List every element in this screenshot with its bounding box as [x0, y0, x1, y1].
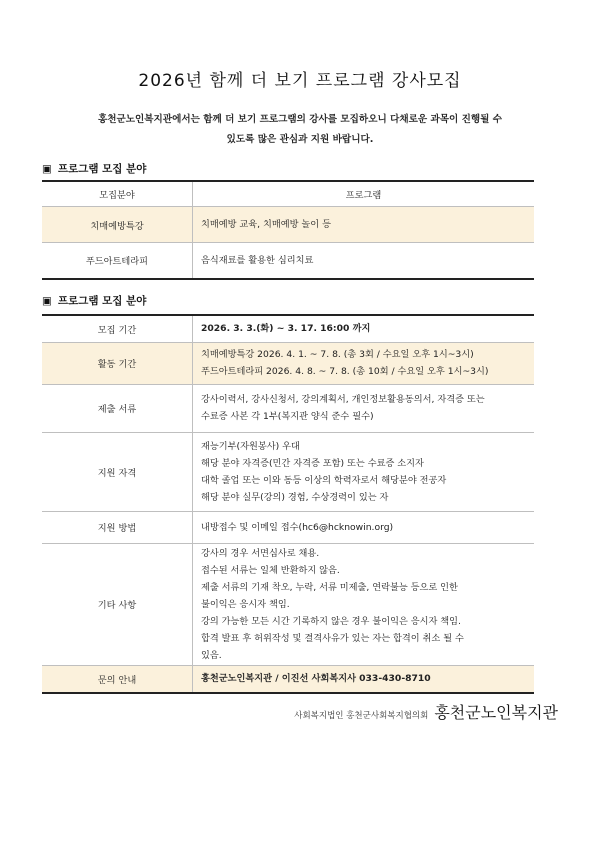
table-row — [42, 207, 534, 243]
section-2-title-text: 프로그램 모집 분야 — [57, 295, 147, 307]
value-etc — [193, 543, 535, 665]
footer-organization — [294, 700, 558, 723]
row-documents — [42, 384, 534, 432]
value-activity — [193, 342, 535, 384]
field-cell: 치매예방특강 — [42, 207, 193, 243]
label-etc: 기타 사항 — [42, 543, 193, 665]
etc-line: 불이익은 응시자 책임. — [201, 598, 290, 610]
value-period: 2026. 3. 3.(화) ~ 3. 17. 16:00 까지 — [193, 315, 535, 342]
value-qualification — [193, 432, 535, 511]
documents-line-1: 강사이력서, 강사신청서, 강의계획서, 개인정보활용동의서, 자격증 또는 — [201, 394, 485, 405]
field-cell: 푸드아트테라피 — [42, 243, 193, 279]
value-documents — [193, 384, 535, 432]
etc-line: 합격 발표 후 허위작성 및 결격사유가 있는 자는 합격이 취소 될 수 — [201, 632, 464, 644]
label-contact: 문의 안내 — [42, 665, 193, 693]
etc-line: 접수된 서류는 일체 반환하지 않음. — [201, 564, 340, 576]
footer-org-parent: 사회복지법인 홍천군사회복지협의회 — [294, 711, 429, 721]
qualification-line: 재능기부(자원봉사) 우대 — [201, 440, 300, 452]
table-header-row — [42, 181, 534, 207]
activity-line-1: 치매예방특강 2026. 4. 1. ~ 7. 8. (총 3회 / 수요일 오후 1시~3시) — [201, 349, 474, 360]
row-period — [42, 315, 534, 342]
row-activity — [42, 342, 534, 384]
value-method: 내방접수 및 이메일 접수(hc6@hcknowin.org) — [193, 511, 535, 543]
footer-org-name: 홍천군노인복지관 — [434, 703, 558, 722]
etc-line: 있음. — [201, 649, 222, 661]
header-program: 프로그램 — [193, 181, 535, 207]
square-marker-icon: ▣ — [42, 163, 52, 175]
label-method: 지원 방법 — [42, 511, 193, 543]
value-contact: 홍천군노인복지관 / 이진선 사회복지사 033-430-8710 — [193, 665, 535, 693]
header-field: 모집분야 — [42, 181, 193, 207]
row-method — [42, 511, 534, 543]
etc-line: 제출 서류의 기재 착오, 누락, 서류 미제출, 연락불능 등으로 인한 — [201, 581, 458, 593]
intro-paragraph — [40, 110, 560, 150]
recruit-field-table — [42, 180, 534, 280]
recruit-detail-table — [42, 314, 534, 694]
program-cell: 음식재료를 활용한 심리치료 — [193, 243, 535, 279]
intro-line-2: 있도록 많은 관심과 지원 바랍니다. — [226, 134, 374, 145]
qualification-line: 해당 분야 실무(강의) 경험, 수상경력이 있는 자 — [201, 491, 389, 503]
section-1-title-text: 프로그램 모집 분야 — [57, 163, 147, 175]
etc-line: 강사의 경우 서면심사로 채용. — [201, 547, 320, 559]
row-etc — [42, 543, 534, 665]
qualification-line: 대학 졸업 또는 이와 동등 이상의 학력자로서 해당분야 전공자 — [201, 474, 447, 486]
square-marker-icon: ▣ — [42, 295, 52, 307]
activity-line-2: 푸드아트테라피 2026. 4. 8. ~ 7. 8. (총 10회 / 수요일 오후 1시~3시) — [201, 366, 489, 377]
documents-line-2: 수료증 사본 각 1부(복지관 양식 준수 필수) — [201, 411, 374, 422]
table-row — [42, 243, 534, 279]
qualification-line: 해당 분야 자격증(민간 자격증 포함) 또는 수료증 소지자 — [201, 457, 424, 469]
intro-line-1: 홍천군노인복지관에서는 함께 더 보기 프로그램의 강사를 모집하오니 다채로운 과목이 진행될 수 — [97, 114, 503, 125]
section-1-title — [42, 161, 146, 176]
row-contact — [42, 665, 534, 693]
section-2-title — [42, 293, 146, 308]
label-period: 모집 기간 — [42, 315, 193, 342]
label-documents: 제출 서류 — [42, 384, 193, 432]
program-cell: 치매예방 교육, 치매예방 놀이 등 — [193, 207, 535, 243]
label-qualification: 지원 자격 — [42, 432, 193, 511]
label-activity: 활동 기간 — [42, 342, 193, 384]
page-title: 2026년 함께 더 보기 프로그램 강사모집 — [138, 71, 462, 91]
etc-line: 강의 가능한 모든 시간 기록하지 않은 경우 불이익은 응시자 책임. — [201, 615, 461, 627]
row-qualification — [42, 432, 534, 511]
